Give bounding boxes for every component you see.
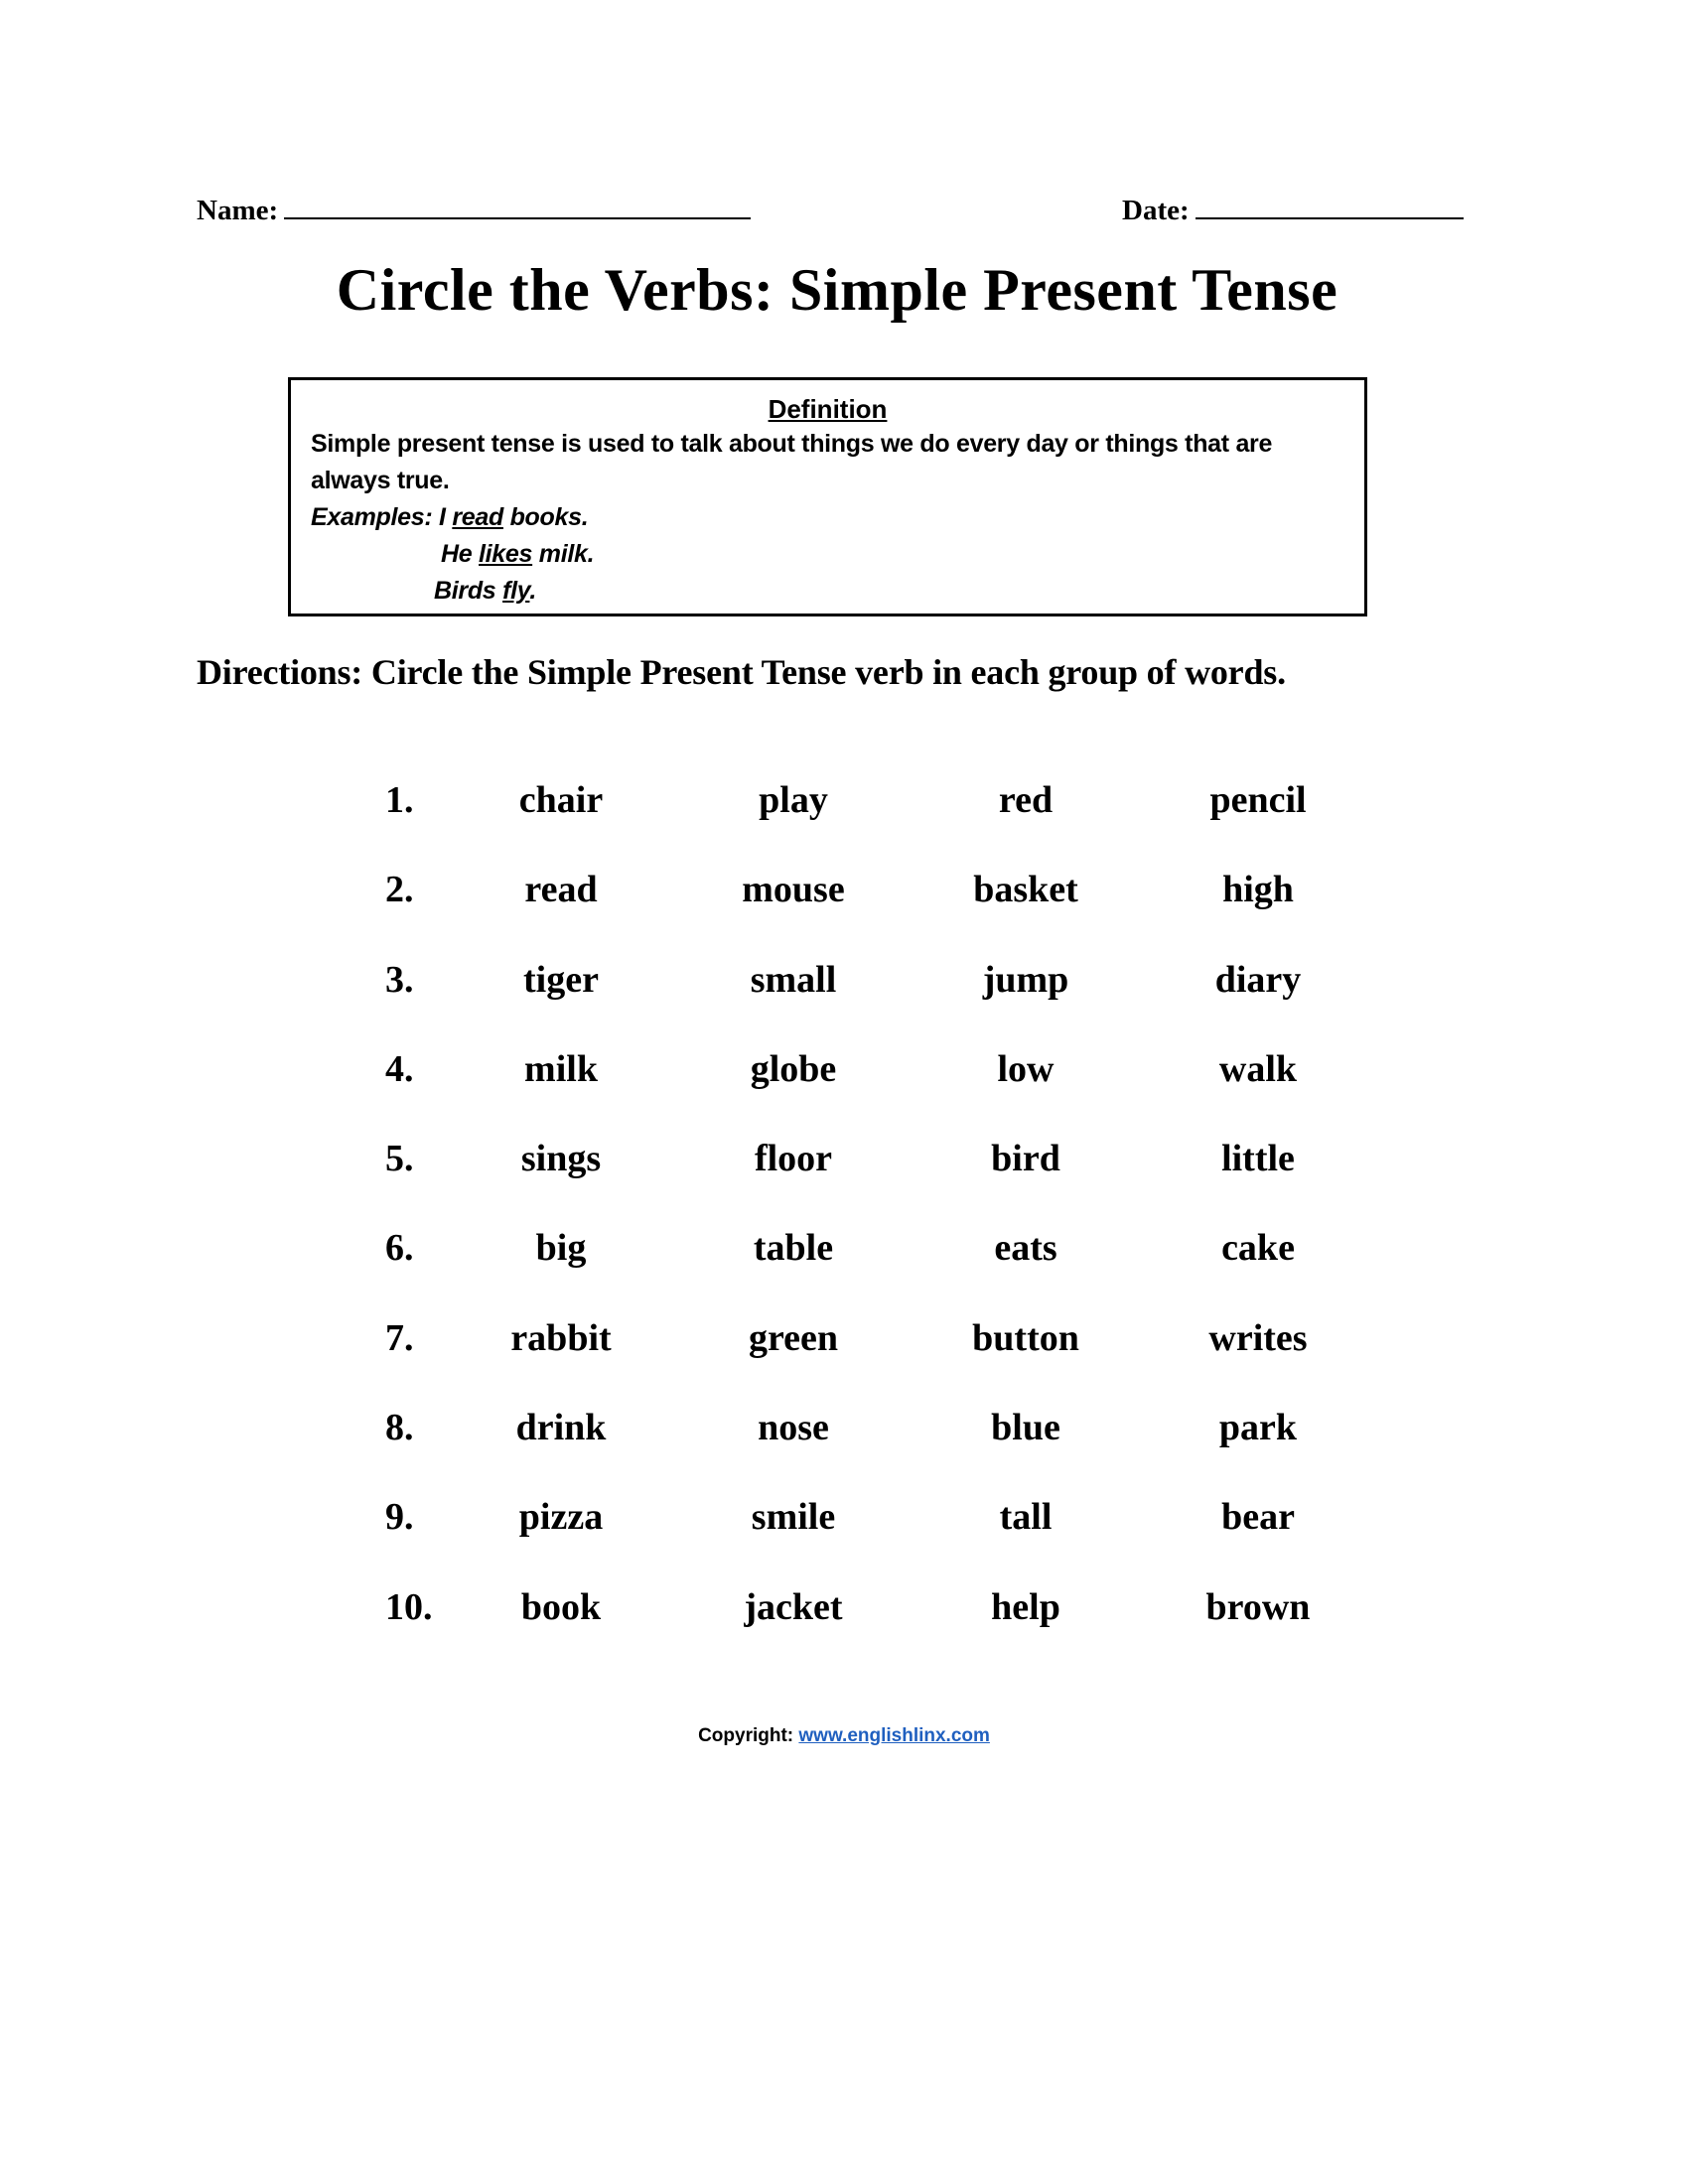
- word-option[interactable]: jacket: [744, 1585, 843, 1628]
- row-number: 5.: [385, 1138, 414, 1180]
- word-option[interactable]: help: [991, 1585, 1060, 1628]
- word-option[interactable]: park: [1218, 1407, 1298, 1449]
- page-title: Circle the Verbs: Simple Present Tense: [336, 257, 1338, 323]
- word-row: [0, 1495, 1688, 1584]
- word-row: [0, 1316, 1688, 1406]
- word-row: [0, 1406, 1688, 1495]
- word-option[interactable]: basket: [973, 869, 1078, 911]
- word-option[interactable]: writes: [1208, 1316, 1308, 1359]
- name-label: Name:: [197, 195, 279, 226]
- word-option[interactable]: cake: [1221, 1227, 1295, 1270]
- definition-box: [288, 377, 1367, 616]
- word-option[interactable]: bear: [1221, 1496, 1295, 1539]
- word-row: [0, 1226, 1688, 1315]
- word-option[interactable]: big: [535, 1227, 587, 1270]
- example-text: books.: [502, 503, 589, 531]
- word-option[interactable]: smile: [751, 1496, 836, 1539]
- example-verb: likes: [479, 540, 533, 568]
- row-number: 10.: [385, 1585, 433, 1628]
- word-option[interactable]: little: [1221, 1138, 1295, 1180]
- examples-label: Examples:: [311, 503, 433, 531]
- word-option[interactable]: high: [1222, 869, 1294, 911]
- word-option[interactable]: nose: [758, 1407, 829, 1449]
- word-groups: [0, 778, 1688, 1675]
- copyright-footer: [0, 1725, 1688, 1747]
- definition-heading: Definition: [768, 394, 888, 424]
- name-field[interactable]: [197, 195, 751, 227]
- row-number: 1.: [385, 779, 414, 821]
- date-field[interactable]: [1122, 195, 1464, 227]
- example-text: Birds: [434, 577, 503, 605]
- date-blank-line[interactable]: [1196, 196, 1464, 219]
- example-line-2: [311, 536, 1344, 573]
- word-option[interactable]: diary: [1214, 958, 1302, 1001]
- directions-text: Directions: Circle the Simple Present Tense verb in each group of words.: [197, 652, 1286, 692]
- word-option[interactable]: bird: [991, 1138, 1060, 1180]
- example-text: .: [529, 577, 537, 605]
- example-verb: read: [452, 503, 503, 531]
- word-option[interactable]: small: [750, 958, 837, 1001]
- date-label: Date:: [1122, 195, 1190, 226]
- word-option[interactable]: tall: [999, 1496, 1053, 1539]
- word-option[interactable]: red: [998, 779, 1054, 821]
- word-option[interactable]: button: [972, 1316, 1079, 1359]
- row-number: 6.: [385, 1227, 414, 1270]
- word-row: [0, 778, 1688, 868]
- word-row: [0, 958, 1688, 1047]
- word-option[interactable]: sings: [520, 1138, 602, 1180]
- word-option[interactable]: chair: [518, 779, 604, 821]
- copyright-label: Copyright:: [698, 1725, 794, 1746]
- word-option[interactable]: walk: [1218, 1047, 1298, 1090]
- word-option[interactable]: rabbit: [510, 1316, 612, 1359]
- word-row: [0, 1137, 1688, 1226]
- word-option[interactable]: play: [759, 779, 828, 821]
- word-option[interactable]: drink: [515, 1407, 607, 1449]
- word-option[interactable]: mouse: [742, 869, 845, 911]
- row-number: 9.: [385, 1496, 414, 1539]
- word-option[interactable]: read: [524, 869, 598, 911]
- name-blank-line[interactable]: [284, 196, 751, 219]
- word-option[interactable]: book: [520, 1585, 602, 1628]
- row-number: 8.: [385, 1407, 414, 1449]
- row-number: 3.: [385, 958, 414, 1001]
- word-option[interactable]: pencil: [1209, 779, 1307, 821]
- definition-text: Simple present tense is used to talk about things we do every day or things that are always true.: [311, 430, 1273, 494]
- word-option[interactable]: globe: [750, 1047, 837, 1090]
- word-option[interactable]: blue: [991, 1407, 1060, 1449]
- word-option[interactable]: green: [748, 1316, 839, 1359]
- row-number: 4.: [385, 1047, 414, 1090]
- row-number: 7.: [385, 1316, 414, 1359]
- word-option[interactable]: floor: [754, 1138, 833, 1180]
- word-option[interactable]: brown: [1205, 1585, 1311, 1628]
- word-option[interactable]: eats: [994, 1227, 1057, 1270]
- example-text: He: [441, 540, 480, 568]
- word-row: [0, 1047, 1688, 1137]
- website-link[interactable]: www.englishlinx.com: [798, 1725, 990, 1746]
- word-option[interactable]: pizza: [518, 1496, 604, 1539]
- word-option[interactable]: jump: [982, 958, 1069, 1001]
- word-row: [0, 1585, 1688, 1675]
- word-option[interactable]: tiger: [523, 958, 599, 1001]
- row-number: 2.: [385, 869, 414, 911]
- word-option[interactable]: low: [997, 1047, 1055, 1090]
- word-row: [0, 868, 1688, 957]
- example-text: milk.: [532, 540, 595, 568]
- word-option[interactable]: milk: [524, 1047, 598, 1090]
- example-verb: fly: [502, 577, 530, 605]
- word-option[interactable]: table: [753, 1227, 834, 1270]
- example-text: I: [439, 503, 453, 531]
- example-line-1: [311, 499, 1344, 536]
- example-line-3: [311, 573, 1344, 610]
